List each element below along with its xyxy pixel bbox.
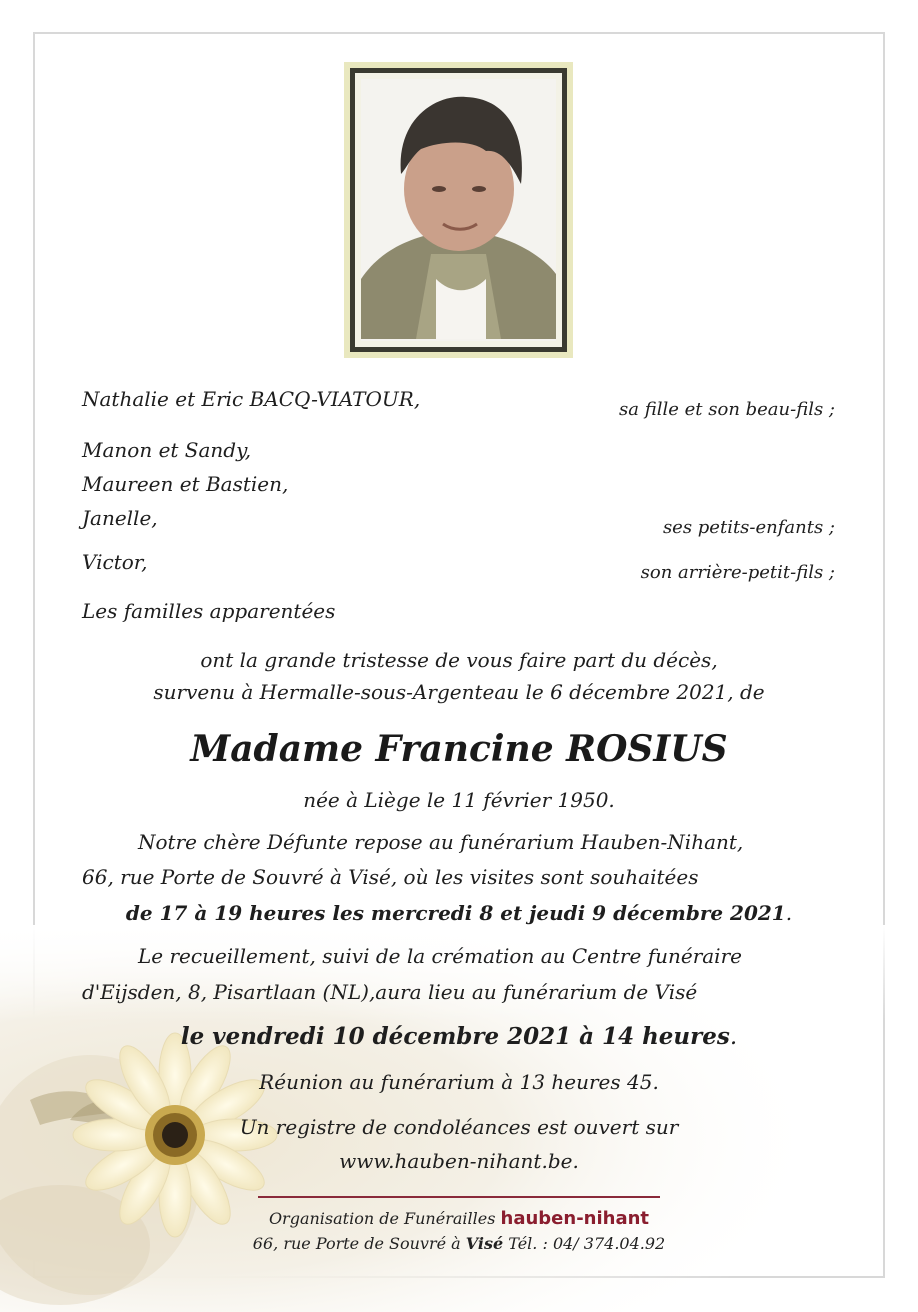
birth-info: née à Liège le 11 février 1950. bbox=[303, 788, 615, 812]
daughter-names: Nathalie et Eric BACQ-VIATOUR, bbox=[82, 387, 421, 411]
ceremony-date: le vendredi 10 décembre 2021 à 14 heures bbox=[180, 1023, 730, 1050]
visitation-times-period: . bbox=[785, 901, 793, 925]
portrait-photo bbox=[355, 73, 562, 347]
footer-address-line bbox=[0, 1234, 918, 1253]
footer-divider bbox=[258, 1196, 660, 1198]
great-grandchild-relation: son arrière-petit-fils ; bbox=[640, 562, 835, 583]
footer-phone: Tél. : 04/ 374.04.92 bbox=[508, 1234, 666, 1253]
grandchildren-relation: ses petits-enfants ; bbox=[662, 517, 835, 538]
announcement-line-2: survenu à Hermalle-sous-Argenteau le 6 décembre 2021, de bbox=[153, 680, 765, 704]
grandchild-line-1: Manon et Sandy, bbox=[82, 438, 252, 462]
relatives: Les familles apparentées bbox=[82, 599, 336, 623]
portrait-frame bbox=[344, 62, 573, 358]
ceremony-date-period: . bbox=[729, 1024, 738, 1050]
visitation-line-2: 66, rue Porte de Souvré à Visé, où les visites sont souhaitées bbox=[82, 865, 699, 889]
visitation-times: de 17 à 19 heures les mercredi 8 et jeudi 9 décembre 2021 bbox=[125, 901, 786, 925]
ceremony-line-2: d'Eijsden, 8, Pisartlaan (NL),aura lieu au funérarium de Visé bbox=[82, 980, 698, 1004]
ceremony-line-1: Le recueillement, suivi de la crémation au Centre funéraire bbox=[138, 944, 742, 968]
register-url[interactable]: www.hauben-nihant.be. bbox=[339, 1149, 579, 1173]
footer-org-line bbox=[0, 1208, 918, 1229]
footer-org-prefix: Organisation de Funérailles bbox=[268, 1209, 496, 1228]
daughter-relation: sa fille et son beau-fils ; bbox=[619, 399, 835, 420]
grandchild-line-2: Maureen et Bastien, bbox=[82, 472, 289, 496]
deceased-name: Madame Francine ROSIUS bbox=[190, 728, 728, 770]
brand-logo-text: hauben-nihant bbox=[500, 1208, 650, 1229]
footer-city: Visé bbox=[465, 1234, 504, 1253]
visitation-times-line bbox=[0, 903, 918, 923]
visitation-line-1: Notre chère Défunte repose au funérarium Hauben-Nihant, bbox=[138, 830, 744, 854]
meeting-time: Réunion au funérarium à 13 heures 45. bbox=[259, 1070, 659, 1094]
ceremony-date-line bbox=[0, 1025, 918, 1049]
footer-address: 66, rue Porte de Souvré à bbox=[252, 1234, 461, 1253]
grandchild-line-3: Janelle, bbox=[82, 506, 158, 530]
great-grandchild: Victor, bbox=[82, 550, 148, 574]
register-line-1: Un registre de condoléances est ouvert sur bbox=[239, 1115, 679, 1139]
announcement-line-1: ont la grande tristesse de vous faire part du décès, bbox=[200, 648, 718, 672]
